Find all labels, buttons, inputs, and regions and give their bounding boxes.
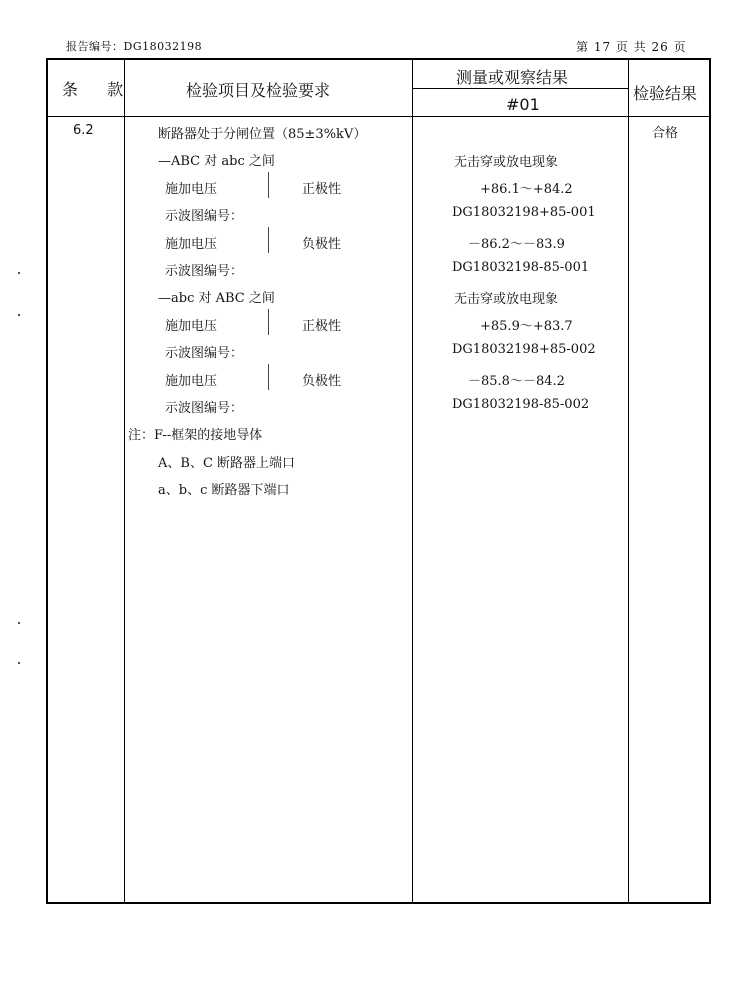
group1-pos-wave-value: DG18032198+85-001 <box>452 205 596 220</box>
col-sample-header: #01 <box>506 95 540 114</box>
col-clause-header: 条 款 <box>62 80 136 99</box>
group2-pos-wave-value: DG18032198+85-002 <box>452 342 596 357</box>
group2-neg-polarity: 负极性 <box>302 374 342 389</box>
group1-neg-voltage-label: 施加电压 <box>165 237 218 252</box>
group1-neg-wave-label: 示波图编号： <box>165 264 244 279</box>
scan-speck <box>18 662 20 664</box>
group2-neg-divider <box>268 364 269 390</box>
group2-pos-polarity: 正极性 <box>302 319 342 334</box>
header-bottom-line <box>48 116 709 117</box>
divider-item <box>412 60 413 902</box>
group2-neg-voltage-value: －85.8～－84.2 <box>468 374 565 389</box>
group1-neg-divider <box>268 227 269 253</box>
scan-speck <box>18 272 20 274</box>
group1-pos-wave-label: 示波图编号： <box>165 209 244 224</box>
group1-pos-voltage-value: +86.1～+84.2 <box>480 182 573 197</box>
group1-observation: 无击穿或放电现象 <box>454 155 559 170</box>
col-result-header: 检验结果 <box>633 84 698 103</box>
group2-pos-voltage-value: +85.9～+83.7 <box>480 319 573 334</box>
col-measure-header: 测量或观察结果 <box>456 68 569 87</box>
group2-observation: 无击穿或放电现象 <box>454 292 559 307</box>
scan-speck <box>18 314 20 316</box>
note-line-2: A、B、C 断路器上端口 <box>158 456 296 471</box>
col-item-header: 检验项目及检验要求 <box>186 81 331 100</box>
group2-pos-divider <box>268 309 269 335</box>
group1-label: —ABC 对 abc 之间 <box>158 154 275 169</box>
group2-label: —abc 对 ABC 之间 <box>158 291 275 306</box>
divider-measure <box>628 60 629 902</box>
note-line-3: a、b、c 断路器下端口 <box>158 483 290 498</box>
group1-pos-polarity: 正极性 <box>302 182 342 197</box>
note-line-1: 注：F--框架的接地导体 <box>128 428 263 443</box>
group2-pos-voltage-label: 施加电压 <box>165 319 218 334</box>
page-info: 第 17 页 共 26 页 <box>576 40 687 54</box>
group1-neg-voltage-value: －86.2～－83.9 <box>468 237 565 252</box>
clause-number: 6.2 <box>73 123 94 138</box>
inspection-table <box>46 58 711 904</box>
group1-neg-polarity: 负极性 <box>302 237 342 252</box>
group2-neg-wave-label: 示波图编号： <box>165 401 244 416</box>
group1-neg-wave-value: DG18032198-85-001 <box>452 260 590 275</box>
item-title: 断路器处于分闸位置（85±3%kV） <box>158 127 367 142</box>
group2-neg-voltage-label: 施加电压 <box>165 374 218 389</box>
divider-clause <box>124 60 125 902</box>
report-number: 报告编号：DG18032198 <box>66 40 203 53</box>
measure-sub-line <box>412 88 628 89</box>
group1-pos-voltage-label: 施加电压 <box>165 182 218 197</box>
group1-pos-divider <box>268 172 269 198</box>
scan-speck <box>18 622 20 624</box>
group2-pos-wave-label: 示波图编号： <box>165 346 244 361</box>
result-value: 合格 <box>652 126 679 141</box>
group2-neg-wave-value: DG18032198-85-002 <box>452 397 590 412</box>
